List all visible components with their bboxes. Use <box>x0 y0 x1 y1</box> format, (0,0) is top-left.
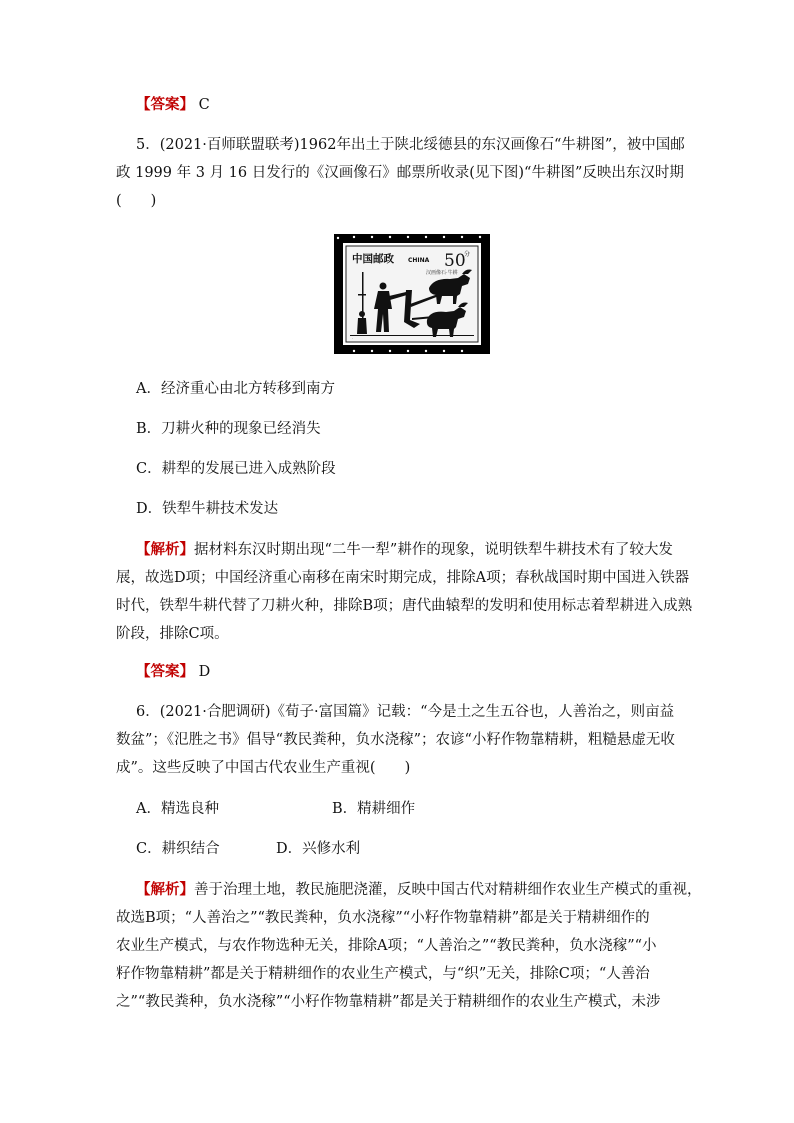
q5-option-a: A．经济重心由北方转移到南方 <box>136 381 335 397</box>
q6-analysis-line-3: 农业生产模式，与农作物选种无关，排除A项；“人善治之”“教民粪种，负水浇稼”“小 <box>116 938 657 954</box>
q6-stem-line-1: 6．(2021·合肥调研)《荀子·富国篇》记载：“今是土之生五谷也，人善治之，则亩益 <box>136 704 675 720</box>
q5-option-d: D．铁犁牛耕技术发达 <box>136 501 279 517</box>
q6-analysis-line-1: 【解析】善于治理土地，教民施肥浇灌，反映中国古代对精耕细作农业生产模式的重视， <box>136 881 702 898</box>
stamp-image <box>334 234 490 354</box>
q6-analysis-line-2: 故选B项；“人善治之”“教民粪种，负水浇稼”“小籽作物靠精耕”都是关于精耕细作的 <box>116 910 650 926</box>
q5-analysis-line-4: 阶段，排除C项。 <box>116 626 229 642</box>
q5-answer <box>136 659 702 685</box>
svg-text:·: · <box>352 337 354 341</box>
q5-stem-line-3: ( ) <box>116 193 157 209</box>
q6-option-a: A．精选良种 <box>136 801 219 817</box>
q5-stem-line-2: 政 1999 年 3 月 16 日发行的《汉画像石》邮票所收录(见下图)“牛耕图”反映出东汉时期 <box>116 165 684 181</box>
q6-option-c: C．耕织结合 <box>136 841 220 857</box>
q6-stem-line-2: 数盆”；《氾胜之书》倡导“教民粪种，负水浇稼”；农谚“小籽作物靠精耕，粗糙悬虚无收 <box>116 732 675 748</box>
analysis-tag: 【解析】 <box>136 881 194 898</box>
q6-analysis-line-4: 籽作物靠精耕”都是关于精耕细作的农业生产模式，与“织”无关，排除C项；“人善治 <box>116 966 650 982</box>
stamp-country-text: 中国邮政 <box>352 253 394 265</box>
analysis-tag: 【解析】 <box>136 541 194 558</box>
answer-value: D <box>194 664 211 680</box>
q6-option-d: D．兴修水利 <box>276 841 361 857</box>
q4-answer <box>136 92 702 118</box>
stamp-latin-text: CHINA <box>408 257 430 264</box>
q5-analysis-line-2: 展，故选D项；中国经济重心南移在南宋时期完成，排除A项；春秋战国时期中国进入铁器 <box>116 570 690 586</box>
answer-value: C <box>194 97 210 113</box>
stamp-unit-text: 分 <box>464 251 471 258</box>
q5-option-b: B．刀耕火种的现象已经消失 <box>136 421 321 437</box>
q5-stem-line-1: 5．(2021·百师联盟联考)1962年出土于陕北绥德县的东汉画像石“牛耕图”，被中国邮 <box>136 137 685 153</box>
q6-option-b: B．精耕细作 <box>332 801 416 817</box>
stamp-caption-text: 汉画像石·牛耕 <box>426 270 458 276</box>
q5-analysis-line-3: 时代，铁犁牛耕代替了刀耕火种，排除B项；唐代曲辕犁的发明和使用标志着犁耕进入成熟 <box>116 598 693 614</box>
q5-option-c: C．耕犁的发展已进入成熟阶段 <box>136 461 336 477</box>
q6-stem-line-3: 成”。这些反映了中国古代农业生产重视( ) <box>116 760 411 776</box>
q5-analysis-line-1: 【解析】据材料东汉时期出现“二牛一犁”耕作的现象，说明铁犁牛耕技术有了较大发 <box>136 541 673 558</box>
answer-tag: 【答案】 <box>136 96 194 113</box>
answer-tag: 【答案】 <box>136 663 194 680</box>
stamp-value-text: 50 <box>444 251 466 271</box>
q6-analysis-line-5: 之”“教民粪种，负水浇稼”“小籽作物靠精耕”都是关于精耕细作的农业生产模式，未涉 <box>116 994 661 1010</box>
